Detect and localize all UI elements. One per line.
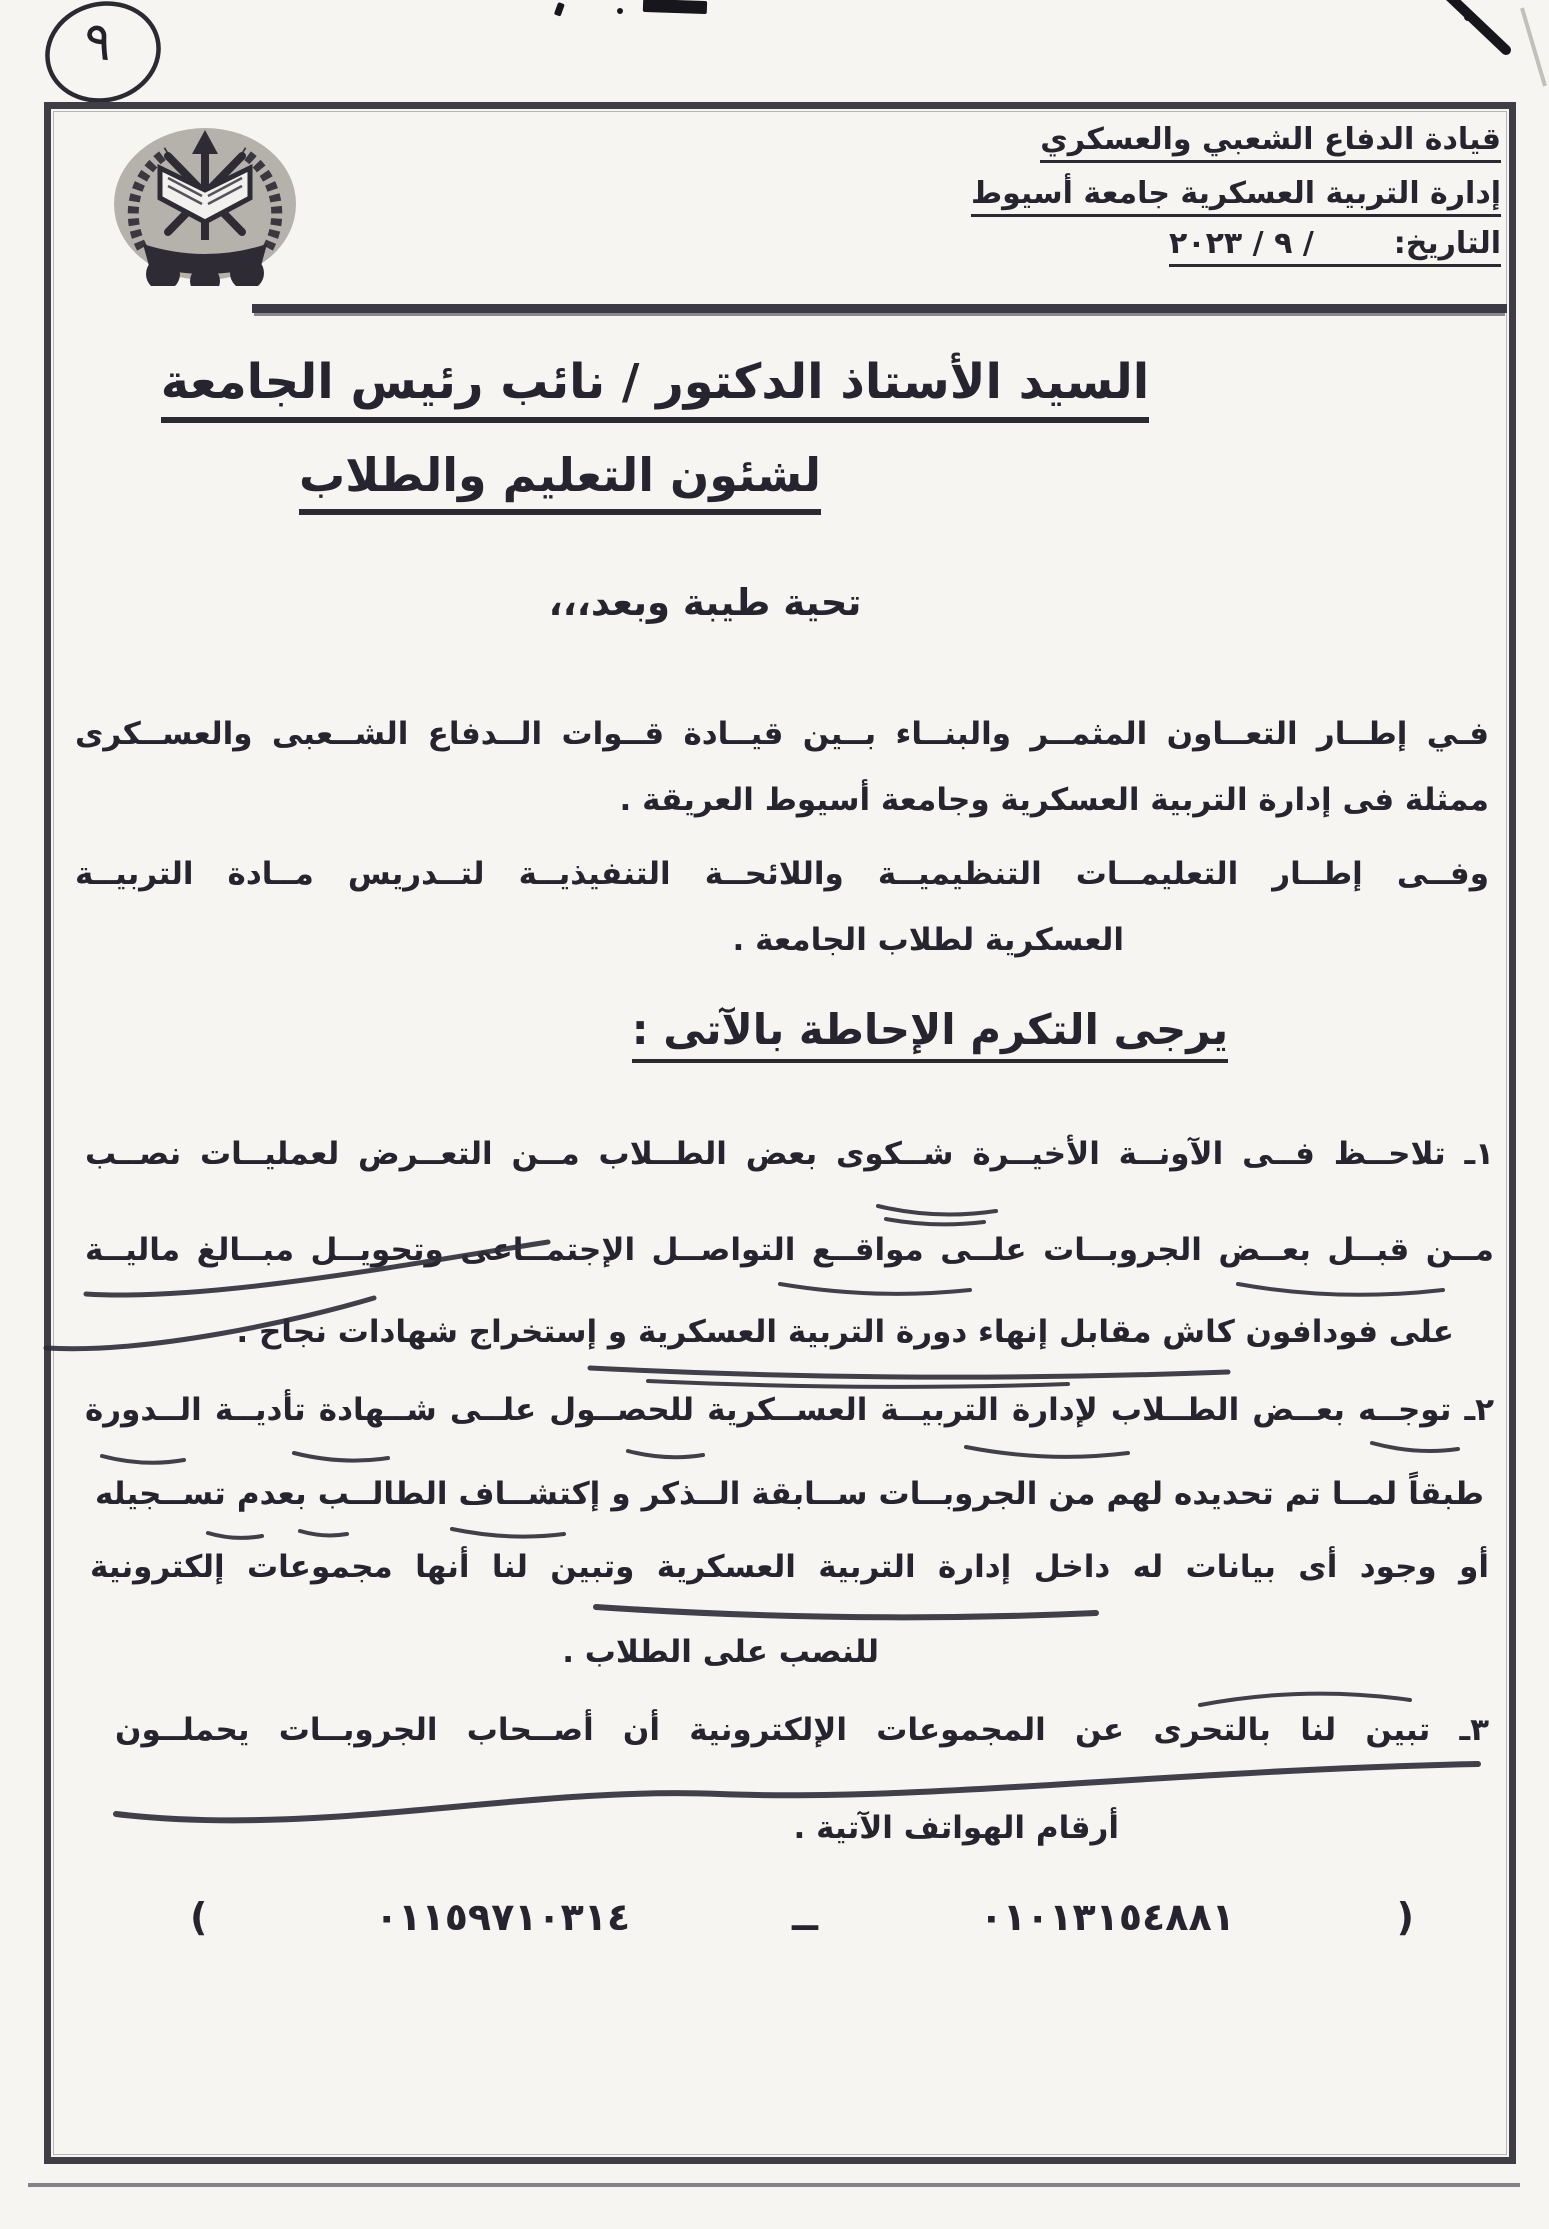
directive-heading (520, 1000, 1340, 1061)
open-paren: ( (190, 1895, 214, 1939)
letterhead-department-text: إدارة التربية العسكرية جامعة أسيوط (971, 176, 1501, 217)
list-item-2-line-2: طبقاً لمــا تم تحديده لهم من الجروبــات ســابقة الــذكر و إكتشــاف الطالــب بعدم تســجيله (95, 1476, 1484, 1512)
page-number-annotation: ٩ (80, 10, 115, 74)
phone-number-right: ٠١٠١٣١٥٤٨٨١ (979, 1895, 1235, 1939)
list-item-1-line-1: ١ـ تلاحــظ فــى الآونــة الأخيــرة شــكوى بعض الطــلاب مــن التعــرض لعمليــات نصــب (85, 1136, 1494, 1172)
close-paren: ) (1396, 1895, 1420, 1939)
date-value: / ٩ / ٢٠٢٣ (1168, 226, 1314, 261)
list-item-3-line-1: ٣ـ تبين لنا بالتحرى عن المجموعات الإلكترونية أن أصــحاب الجروبــات يحملــون (115, 1712, 1489, 1748)
date-underline-wrap (1169, 226, 1501, 267)
phone-number-left: ٠١١٥٩٧١٠٣١٤ (375, 1895, 631, 1939)
letterhead-command-line (1040, 118, 1501, 162)
letterhead-department-line (971, 172, 1501, 216)
paragraph-2-line-2: العسكرية لطلاب الجامعة . (732, 922, 1124, 958)
military-education-emblem-icon (110, 126, 300, 286)
letterhead-command-text: قيادة الدفاع الشعبي والعسكري (1040, 122, 1501, 163)
paragraph-1-line-2: ممثلة فى إدارة التربية العسكرية وجامعة أسيوط العريقة . (619, 782, 1489, 818)
paragraph-1-line-1: فـي إطــار التعــاون المثمــر والبنــاء بــين قيــادة قــوات الــدفاع الشــعبى والعســكرى (75, 716, 1489, 752)
directive-heading-text: يرجى التكرم الإحاطة بالآتى : (632, 1005, 1228, 1063)
paragraph-2-line-1: وفــى إطــار التعليمــات التنظيميــة واللائحــة التنفيذيــة لتــدريس مــادة التربيــة (75, 856, 1489, 892)
list-item-2-line-3: أو وجود أى بيانات له داخل إدارة التربية العسكرية وتبين لنا أنها مجموعات إلكترونية (90, 1549, 1489, 1585)
greeting-line: تحية طيبة وبعد،،، (548, 581, 862, 624)
list-item-1-line-3: على فودافون كاش مقابل إنهاء دورة التربية العسكرية و إستخراج شهادات نجاح . (236, 1314, 1454, 1350)
recipient-title-line2 (70, 442, 1050, 509)
letterhead-date-line (1169, 222, 1501, 266)
list-item-2-line-4: للنصب على الطلاب . (562, 1634, 879, 1670)
phone-numbers-line (190, 1895, 1420, 1939)
recipient-title-text2: لشئون التعليم والطلاب (299, 448, 821, 515)
scan-border-shadow (28, 2183, 1520, 2187)
letterhead-divider (252, 304, 1507, 313)
phone-separator: ــ (791, 1895, 818, 1939)
recipient-title-text1: السيد الأستاذ الدكتور / نائب رئيس الجامعة (161, 354, 1150, 423)
date-label: التاريخ: (1393, 226, 1501, 261)
recipient-title-line1 (150, 348, 1160, 418)
list-item-1-line-2: مــن قبــل بعــض الجروبــات علــى مواقــع التواصــل الإجتمــاعى وتحويــل مبــالغ ماليــة (85, 1232, 1494, 1268)
list-item-2-line-1: ٢ـ توجــه بعــض الطــلاب لإدارة التربيــة العســكرية للحصــول علــى شــهادة تأديــة الــدورة (85, 1392, 1494, 1428)
list-item-3-line-2: أرقام الهواتف الآتية . (793, 1810, 1119, 1846)
